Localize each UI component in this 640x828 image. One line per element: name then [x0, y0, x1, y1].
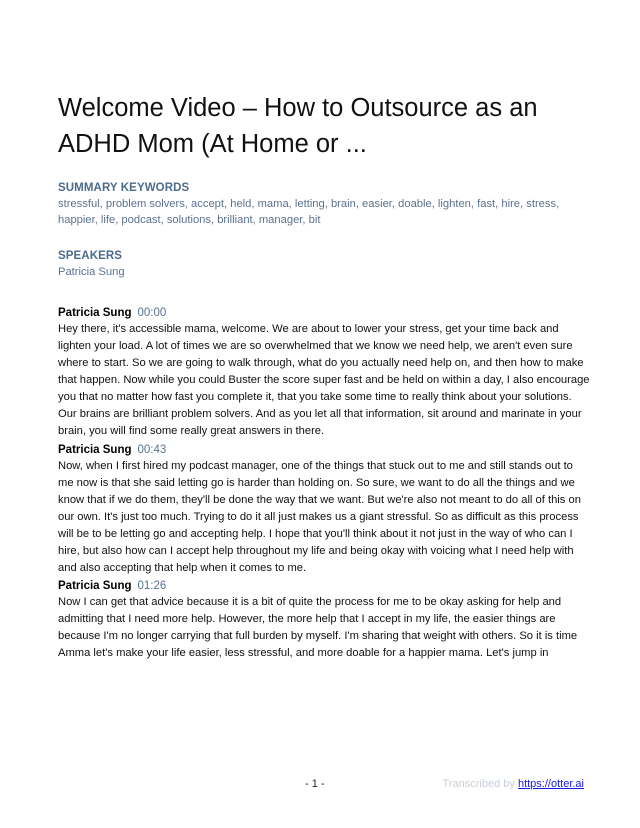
transcript-block — [58, 305, 590, 440]
timestamp: 00:43 — [137, 444, 167, 456]
transcript-paragraph: Now, when I first hired my podcast manager, one of the things that stuck out to me and still stands out to me now is that she said letting go is harder than holding on. So sure, we want to do all the things and we know that if we do them, they'll be done the way that we want. But we're also not meant to do all of this on our own. It's just too much. Trying to do it all just makes us a giant stressful. So as difficult as this process will be to be letting go and accepting help. I hope that you'll think about it not just in the way of who can I hire, but also how can I accept help throughout my life and being okay with voicing what I need help with and also accepting that help when it comes to me. — [58, 460, 581, 574]
speakers-list: Patricia Sung — [58, 266, 125, 278]
summary-keywords-section — [58, 180, 586, 228]
speaker-name: Patricia Sung — [58, 444, 132, 456]
speaker-name: Patricia Sung — [58, 580, 132, 592]
speaker-name: Patricia Sung — [58, 307, 132, 319]
summary-keywords-heading: SUMMARY KEYWORDS — [58, 182, 190, 194]
otter-link[interactable]: https://otter.ai — [517, 778, 584, 790]
transcript-block — [58, 578, 590, 662]
credit-prefix: Transcribed by — [442, 778, 518, 790]
speaker-line — [58, 305, 590, 321]
page-number: - 1 - — [305, 778, 325, 790]
speaker-line — [58, 578, 590, 594]
transcript-paragraph: Now I can get that advice because it is a bit of quite the process for me to be okay asking for help and admitting that I need more help. However, the more help that I accept in my life, the easier things are because I'm no longer carrying that full burden by myself. I'm sharing that weight with others. So it is time Amma let's make your life easier, less stressful, and more doable for a happier mama. Let's jump in — [58, 596, 578, 659]
transcript-paragraph: Hey there, it's accessible mama, welcome. We are about to lower your stress, get your time back and lighten your load. A lot of times we are so overwhelmed that we know we need help, we aren't even sure where to start. So we are going to walk through, what do you actually need help on, and then how to make that happen. Now while you could Buster the score super fast and be held on within a day, I also encourage you that no matter how fast you complete it, that you take some time to really think about your solutions. Our brains are brilliant problem solvers. And as you let all that information, sit around and marinate in your brain, you will find some really great answers in there. — [58, 323, 590, 437]
speakers-heading: SPEAKERS — [58, 250, 123, 262]
document-title: Welcome Video – How to Outsource as an ADHD Mom (At Home or ... — [58, 94, 538, 158]
page-footer — [0, 778, 640, 794]
transcript-block — [58, 442, 590, 577]
timestamp: 00:00 — [137, 307, 167, 319]
transcription-credit — [443, 778, 584, 790]
summary-keywords-list: stressful, problem solvers, accept, held, mama, letting, brain, easier, doable, lighten, fast, hire, stress, happier, life, podcast, solutions, brilliant, manager, bit — [58, 198, 560, 226]
speakers-section — [58, 248, 586, 280]
timestamp: 01:26 — [137, 580, 167, 592]
speaker-line — [58, 442, 590, 458]
